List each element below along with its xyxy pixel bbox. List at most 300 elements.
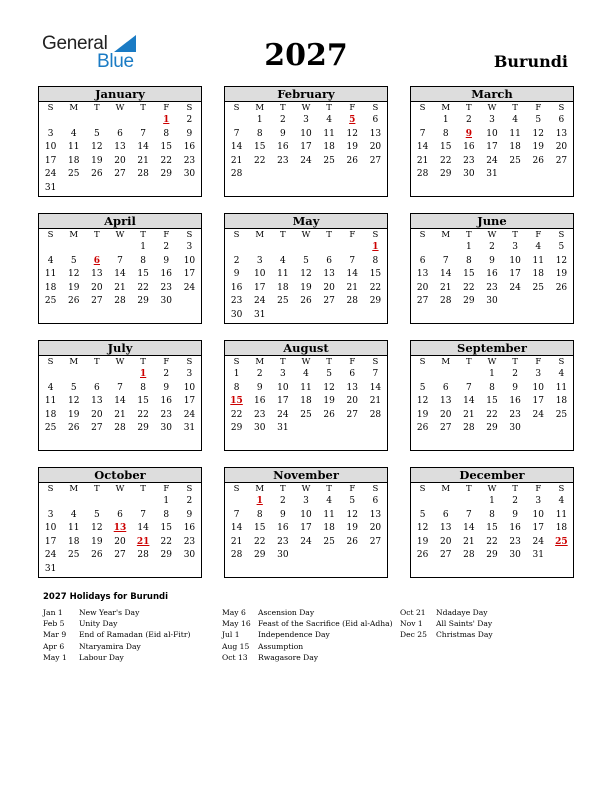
empty-day-cell <box>85 241 108 255</box>
month-name: November <box>225 468 387 483</box>
day-cell: 17 <box>183 396 196 406</box>
holiday-name: Feast of the Sacrifice (Eid al-Adha) <box>258 619 393 629</box>
holiday-date: May 16 <box>222 619 251 629</box>
day-cell: 26 <box>67 423 80 433</box>
holiday-item <box>400 618 493 629</box>
day-cell: 23 <box>509 409 521 420</box>
day-cell: 19 <box>416 536 429 547</box>
holiday-day-cell: 6 <box>93 255 100 266</box>
day-cell: 26 <box>323 409 335 420</box>
day-cell: 26 <box>300 296 312 306</box>
weekday-label: F <box>535 484 542 494</box>
empty-day-cell <box>85 368 108 382</box>
month-name: August <box>225 341 387 356</box>
day-cell: 16 <box>183 142 196 152</box>
day-cell: 4 <box>70 128 77 139</box>
day-cell: 11 <box>323 128 335 139</box>
day-cell: 10 <box>183 255 196 266</box>
holiday-day-cell: 13 <box>113 523 127 533</box>
empty-day-cell <box>318 241 341 255</box>
empty-day-cell <box>62 495 85 509</box>
holiday-day-cell: 5 <box>349 115 356 125</box>
day-cell: 22 <box>137 409 149 420</box>
day-cell: 13 <box>439 523 452 533</box>
day-cell: 3 <box>47 509 54 520</box>
weekday-label: T <box>140 103 146 113</box>
day-cell: 18 <box>323 142 335 152</box>
day-cell: 15 <box>253 142 266 152</box>
holiday-name: New Year's Day <box>79 608 140 617</box>
day-cell: 7 <box>117 255 123 266</box>
day-cell: 3 <box>279 369 286 379</box>
empty-day-cell <box>39 495 62 509</box>
day-cell: 9 <box>512 509 518 520</box>
day-cell: 5 <box>70 255 77 266</box>
month-october <box>38 467 202 578</box>
day-cell: 24 <box>44 169 57 179</box>
day-cell: 28 <box>439 296 452 306</box>
day-cell: 9 <box>186 128 193 139</box>
day-cell: 14 <box>463 396 475 406</box>
logo-text-blue: Blue <box>97 51 134 72</box>
weekday-label: F <box>349 357 356 367</box>
day-cell: 12 <box>555 255 568 266</box>
day-cell: 20 <box>91 409 103 420</box>
day-cell: 28 <box>230 169 243 179</box>
day-cell: 25 <box>67 550 80 560</box>
day-cell: 18 <box>300 396 312 406</box>
weekday-label: W <box>301 357 311 367</box>
day-cell: 14 <box>416 142 429 152</box>
weekday-label: T <box>140 357 146 367</box>
weekday-label: F <box>163 357 170 367</box>
day-cell: 31 <box>532 550 544 560</box>
day-cell: 13 <box>346 382 358 393</box>
day-cell: 5 <box>326 369 332 379</box>
weekday-label: T <box>140 484 146 494</box>
month-name: March <box>411 87 573 102</box>
weekday-label: T <box>512 230 518 240</box>
holiday-date: Oct 21 <box>400 608 426 617</box>
day-cell: 27 <box>439 423 452 433</box>
weekday-label: W <box>115 484 125 494</box>
empty-day-cell <box>85 114 108 128</box>
day-cell: 7 <box>233 509 240 520</box>
day-cell: 30 <box>277 550 289 560</box>
day-cell: 17 <box>253 282 266 293</box>
month-april <box>38 213 202 324</box>
day-cell: 2 <box>489 242 495 252</box>
day-cell: 10 <box>300 128 312 139</box>
day-cell: 7 <box>372 369 379 379</box>
day-cell: 29 <box>463 296 475 306</box>
day-cell: 10 <box>44 142 57 152</box>
day-cell: 18 <box>555 396 568 406</box>
day-cell: 14 <box>346 269 358 279</box>
weekday-label: S <box>186 103 193 113</box>
empty-day-cell <box>132 495 155 509</box>
day-cell: 26 <box>346 536 358 547</box>
day-cell: 11 <box>44 269 57 279</box>
day-cell: 18 <box>532 269 544 279</box>
day-cell: 25 <box>277 296 289 306</box>
day-cell: 28 <box>137 550 149 560</box>
weekday-label: T <box>466 230 472 240</box>
month-grid <box>225 356 387 436</box>
day-cell: 27 <box>439 550 452 560</box>
day-cell: 24 <box>44 550 57 560</box>
day-cell: 2 <box>186 496 193 506</box>
day-cell: 27 <box>369 536 382 547</box>
weekday-label: F <box>535 230 542 240</box>
month-name: April <box>39 214 201 229</box>
day-cell: 1 <box>465 242 472 252</box>
day-cell: 23 <box>253 409 266 420</box>
day-cell: 5 <box>93 509 100 520</box>
day-cell: 2 <box>512 496 518 506</box>
day-cell: 31 <box>277 423 289 433</box>
month-grid <box>411 356 573 436</box>
day-cell: 6 <box>117 128 123 139</box>
day-cell: 29 <box>137 423 149 433</box>
day-cell: 18 <box>323 523 335 533</box>
day-cell: 30 <box>509 423 521 433</box>
weekday-label: S <box>233 230 240 240</box>
day-cell: 2 <box>256 369 263 379</box>
weekday-label: M <box>255 357 265 367</box>
day-cell: 24 <box>300 155 312 166</box>
day-cell: 15 <box>160 142 172 152</box>
holiday-item <box>400 629 493 640</box>
weekday-label: T <box>94 357 100 367</box>
weekday-label: F <box>535 357 542 367</box>
holiday-item <box>43 652 190 663</box>
day-cell: 24 <box>253 296 266 306</box>
day-cell: 21 <box>369 396 382 406</box>
month-name: June <box>411 214 573 229</box>
day-cell: 29 <box>230 423 243 433</box>
day-cell: 22 <box>137 282 149 293</box>
day-cell: 4 <box>535 242 542 252</box>
day-cell: 16 <box>253 396 266 406</box>
day-cell: 17 <box>486 142 498 152</box>
day-cell: 10 <box>509 255 521 266</box>
day-cell: 6 <box>558 115 565 125</box>
day-cell: 2 <box>233 255 240 266</box>
weekday-label: W <box>301 484 311 494</box>
day-cell: 23 <box>230 296 243 306</box>
empty-day-cell <box>85 495 108 509</box>
day-cell: 4 <box>326 115 332 125</box>
day-cell: 16 <box>183 523 196 533</box>
empty-day-cell <box>39 241 62 255</box>
day-cell: 10 <box>44 523 57 533</box>
day-cell: 27 <box>114 169 126 179</box>
day-cell: 22 <box>253 536 266 547</box>
month-name: January <box>39 87 201 102</box>
weekday-label: T <box>512 484 518 494</box>
day-cell: 28 <box>346 296 358 306</box>
weekday-label: S <box>47 357 54 367</box>
day-cell: 9 <box>279 128 286 139</box>
day-cell: 17 <box>300 142 312 152</box>
day-cell: 12 <box>67 396 80 406</box>
holiday-date: Nov 1 <box>400 619 423 629</box>
day-cell: 19 <box>67 409 80 420</box>
day-cell: 7 <box>465 382 472 393</box>
month-july <box>38 340 202 451</box>
empty-day-cell <box>108 495 131 509</box>
month-january <box>38 86 202 197</box>
day-cell: 14 <box>114 396 126 406</box>
day-cell: 9 <box>233 269 240 279</box>
weekday-label: S <box>372 357 379 367</box>
holiday-name: Ndadaye Day <box>436 608 488 617</box>
holiday-name: Labour Day <box>79 652 124 662</box>
day-cell: 24 <box>486 155 498 166</box>
weekday-label: T <box>466 103 472 113</box>
day-cell: 30 <box>230 309 243 320</box>
day-cell: 18 <box>44 409 57 420</box>
day-cell: 2 <box>186 115 193 125</box>
day-cell: 18 <box>277 282 289 293</box>
day-cell: 12 <box>416 523 429 533</box>
day-cell: 12 <box>91 142 103 152</box>
day-cell: 22 <box>369 282 382 293</box>
holiday-date: Jan 1 <box>43 608 63 617</box>
empty-day-cell <box>457 495 480 509</box>
day-cell: 3 <box>47 128 54 139</box>
holiday-item <box>43 641 190 652</box>
day-cell: 20 <box>346 396 358 406</box>
day-cell: 6 <box>419 255 426 266</box>
day-cell: 7 <box>117 382 123 393</box>
weekday-label: W <box>301 230 311 240</box>
holiday-date: Jul 1 <box>222 630 240 640</box>
day-cell: 13 <box>323 269 335 279</box>
holiday-name: Unity Day <box>79 619 118 629</box>
day-cell: 8 <box>465 255 472 266</box>
day-cell: 29 <box>137 296 149 306</box>
day-cell: 25 <box>323 155 335 166</box>
day-cell: 8 <box>163 128 170 139</box>
day-cell: 16 <box>160 396 172 406</box>
day-cell: 4 <box>70 509 77 520</box>
holiday-name: Ntaryamira Day <box>79 641 141 651</box>
holiday-date: Dec 25 <box>400 630 427 640</box>
holiday-name: End of Ramadan (Eid al-Fitr) <box>79 630 191 640</box>
day-cell: 5 <box>419 509 426 520</box>
day-cell: 28 <box>230 550 243 560</box>
day-cell: 6 <box>117 509 123 520</box>
day-cell: 24 <box>532 536 544 547</box>
month-name: February <box>225 87 387 102</box>
day-cell: 20 <box>439 536 452 547</box>
holiday-date: Mar 9 <box>43 630 67 640</box>
day-cell: 18 <box>44 282 57 293</box>
day-cell: 3 <box>535 496 542 506</box>
weekday-label: F <box>349 230 356 240</box>
day-cell: 1 <box>489 369 495 379</box>
day-cell: 30 <box>509 550 521 560</box>
day-cell: 18 <box>67 536 80 547</box>
day-cell: 20 <box>439 409 452 420</box>
day-cell: 11 <box>555 509 568 520</box>
day-cell: 22 <box>253 155 266 166</box>
holiday-name: Assumption <box>258 641 304 651</box>
holiday-day-cell: 9 <box>465 128 472 139</box>
day-cell: 17 <box>532 523 544 533</box>
weekday-label: T <box>94 103 100 113</box>
weekday-label: M <box>255 103 265 113</box>
weekday-label: W <box>301 103 311 113</box>
weekday-label: F <box>535 103 542 113</box>
empty-day-cell <box>108 114 131 128</box>
day-cell: 1 <box>140 242 146 252</box>
holiday-name: Rwagasore Day <box>258 652 319 662</box>
empty-day-cell <box>225 241 248 255</box>
holidays-column <box>222 607 393 663</box>
holiday-item <box>222 652 393 663</box>
day-cell: 25 <box>509 155 521 166</box>
day-cell: 14 <box>114 269 126 279</box>
day-cell: 21 <box>463 409 475 420</box>
day-cell: 7 <box>140 509 146 520</box>
day-cell: 5 <box>419 382 426 393</box>
day-cell: 30 <box>463 169 475 179</box>
day-cell: 15 <box>253 523 266 533</box>
day-cell: 21 <box>230 155 243 166</box>
weekday-label: S <box>419 484 426 494</box>
day-cell: 31 <box>44 563 57 574</box>
weekday-label: F <box>349 484 356 494</box>
weekday-label: S <box>186 484 193 494</box>
weekday-label: S <box>47 484 54 494</box>
empty-day-cell <box>434 495 457 509</box>
day-cell: 7 <box>349 255 356 266</box>
day-cell: 19 <box>346 523 358 533</box>
empty-day-cell <box>411 114 434 128</box>
day-cell: 4 <box>47 382 54 393</box>
weekday-label: T <box>280 230 286 240</box>
day-cell: 16 <box>160 269 172 279</box>
day-cell: 11 <box>532 255 544 266</box>
day-cell: 2 <box>163 242 170 252</box>
day-cell: 30 <box>160 423 172 433</box>
day-cell: 17 <box>44 536 57 547</box>
day-cell: 6 <box>372 496 379 506</box>
day-cell: 30 <box>486 296 498 306</box>
day-cell: 19 <box>416 409 429 420</box>
month-march <box>410 86 574 197</box>
month-grid <box>225 102 387 182</box>
holiday-item <box>222 629 393 640</box>
day-cell: 24 <box>277 409 289 420</box>
empty-day-cell <box>411 368 434 382</box>
day-cell: 14 <box>230 523 243 533</box>
day-cell: 26 <box>91 550 103 560</box>
empty-day-cell <box>39 114 62 128</box>
day-cell: 21 <box>346 282 358 293</box>
empty-day-cell <box>39 368 62 382</box>
day-cell: 4 <box>558 496 565 506</box>
weekday-label: S <box>47 103 54 113</box>
day-cell: 26 <box>346 155 358 166</box>
holiday-date: Aug 15 <box>222 641 250 651</box>
day-cell: 15 <box>486 396 498 406</box>
day-cell: 23 <box>183 536 196 547</box>
day-cell: 3 <box>489 115 495 125</box>
day-cell: 15 <box>439 142 452 152</box>
weekday-label: T <box>140 230 146 240</box>
weekday-label: T <box>512 357 518 367</box>
day-cell: 5 <box>93 128 100 139</box>
day-cell: 14 <box>137 523 149 533</box>
day-cell: 11 <box>323 509 335 520</box>
empty-day-cell <box>411 241 434 255</box>
day-cell: 28 <box>416 169 429 179</box>
day-cell: 5 <box>349 496 356 506</box>
day-cell: 27 <box>323 296 335 306</box>
day-cell: 7 <box>140 128 146 139</box>
page-title-year: 2027 <box>264 38 348 73</box>
day-cell: 16 <box>277 523 289 533</box>
empty-day-cell <box>62 368 85 382</box>
day-cell: 13 <box>91 269 103 279</box>
weekday-label: S <box>558 484 565 494</box>
empty-day-cell <box>248 241 271 255</box>
day-cell: 19 <box>91 155 103 166</box>
day-cell: 27 <box>369 155 382 166</box>
day-cell: 21 <box>137 155 149 166</box>
holiday-item <box>222 641 393 652</box>
weekday-label: S <box>233 103 240 113</box>
day-cell: 26 <box>67 296 80 306</box>
day-cell: 25 <box>300 409 312 420</box>
weekday-label: T <box>466 357 472 367</box>
day-cell: 14 <box>439 269 452 279</box>
empty-day-cell <box>434 241 457 255</box>
weekday-label: T <box>466 484 472 494</box>
day-cell: 9 <box>163 255 170 266</box>
day-cell: 3 <box>535 369 542 379</box>
day-cell: 29 <box>486 550 498 560</box>
day-cell: 20 <box>369 142 382 152</box>
logo-text-general: General <box>42 33 108 54</box>
month-name: May <box>225 214 387 229</box>
day-cell: 20 <box>416 282 429 293</box>
day-cell: 18 <box>67 155 80 166</box>
day-cell: 3 <box>303 496 309 506</box>
day-cell: 13 <box>439 396 452 406</box>
day-cell: 21 <box>114 409 126 420</box>
day-cell: 1 <box>163 496 170 506</box>
day-cell: 27 <box>114 550 126 560</box>
month-june <box>410 213 574 324</box>
day-cell: 20 <box>369 523 382 533</box>
day-cell: 1 <box>256 115 263 125</box>
day-cell: 26 <box>555 282 568 293</box>
holiday-day-cell: 1 <box>163 115 170 125</box>
weekday-label: M <box>441 357 451 367</box>
day-cell: 6 <box>326 255 332 266</box>
day-cell: 31 <box>44 182 57 193</box>
day-cell: 29 <box>439 169 452 179</box>
day-cell: 3 <box>186 242 193 252</box>
day-cell: 5 <box>303 255 309 266</box>
day-cell: 21 <box>463 536 475 547</box>
month-august <box>224 340 388 451</box>
